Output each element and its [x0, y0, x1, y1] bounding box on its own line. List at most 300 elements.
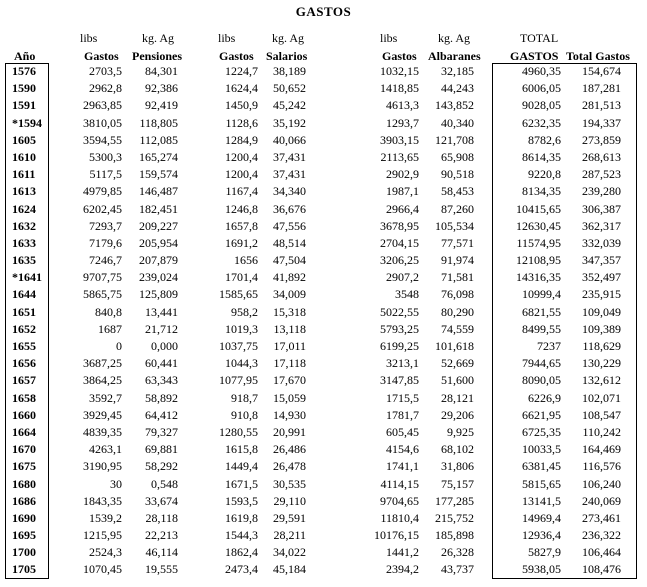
cell-year: 1651 [12, 304, 36, 319]
cell-total-kgag: 347,357 [582, 253, 621, 268]
header-kgag-1: kg. Ag [142, 31, 175, 45]
cell-gastos-albaranes: 1032,15 [380, 64, 419, 78]
cell-total-kgag: 268,613 [582, 149, 621, 164]
header-pensiones: Pensiones [132, 49, 183, 63]
cell-gastos-albaranes: 1715,5 [386, 390, 419, 405]
cell-kgag-salarios: 50,652 [273, 81, 306, 96]
cell-gastos-pensiones: 7179,6 [89, 235, 122, 250]
cell-total-kgag: 306,387 [582, 201, 621, 216]
table-row [0, 355, 647, 372]
cell-gastos-salarios: 1701,4 [225, 270, 258, 285]
cell-gastos-salarios: 1167,4 [225, 184, 258, 199]
table-row [0, 304, 647, 321]
cell-kgag-salarios: 45,184 [273, 562, 306, 577]
cell-kgag-albaranes: 105,534 [435, 218, 474, 233]
cell-kgag-albaranes: 75,157 [441, 476, 474, 491]
cell-kgag-pensiones: 58,892 [145, 390, 178, 405]
header-albaranes: Albaranes [428, 49, 481, 63]
cell-total-kgag: 281,513 [582, 98, 621, 113]
header-libs-2: libs [218, 31, 236, 45]
cell-year: 1635 [12, 253, 36, 268]
cell-kgag-albaranes: 65,908 [441, 149, 474, 164]
cell-kgag-salarios: 47,556 [273, 218, 306, 233]
cell-total-gastos: 14316,35 [516, 270, 561, 285]
cell-gastos-pensiones: 1687 [98, 321, 122, 336]
cell-total-kgag: 287,523 [582, 167, 621, 182]
table-row [0, 80, 647, 97]
cell-kgag-salarios: 34,009 [273, 287, 306, 302]
cell-total-kgag: 235,915 [582, 287, 621, 302]
cell-kgag-albaranes: 68,102 [441, 442, 474, 457]
cell-kgag-albaranes: 58,453 [441, 184, 474, 199]
cell-year: 1655 [12, 339, 36, 353]
cell-gastos-pensiones: 7293,7 [89, 218, 122, 233]
cell-gastos-albaranes: 1441,2 [386, 545, 419, 560]
cell-kgag-albaranes: 43,737 [441, 562, 474, 577]
table-row [0, 286, 647, 303]
cell-year: 1657 [12, 373, 36, 388]
cell-kgag-salarios: 26,478 [273, 459, 306, 474]
cell-gastos-albaranes: 2394,2 [386, 562, 419, 577]
cell-gastos-pensiones: 5117,5 [89, 167, 122, 182]
table-row [0, 63, 647, 80]
cell-gastos-albaranes: 2704,15 [380, 235, 419, 250]
cell-gastos-albaranes: 3903,15 [380, 132, 419, 147]
table-row [0, 527, 647, 544]
cell-gastos-salarios: 1862,4 [225, 545, 258, 560]
cell-total-gastos: 6821,55 [522, 304, 561, 319]
cell-total-gastos: 8782,6 [528, 132, 561, 147]
cell-gastos-pensiones: 1070,45 [83, 562, 122, 577]
cell-kgag-albaranes: 76,098 [441, 287, 474, 302]
cell-total-gastos: 10415,65 [516, 201, 561, 216]
table-row [0, 166, 647, 183]
cell-total-kgag: 239,280 [582, 184, 621, 199]
cell-gastos-salarios: 1585,65 [219, 287, 258, 302]
cell-gastos-salarios: 1615,8 [225, 442, 258, 457]
header-kgag-3: kg. Ag [438, 31, 471, 45]
cell-total-gastos: 4960,35 [522, 64, 561, 78]
cell-kgag-pensiones: 239,024 [139, 270, 178, 285]
cell-total-kgag: 102,071 [582, 390, 621, 405]
cell-total-kgag: 164,469 [582, 442, 621, 457]
cell-gastos-salarios: 1044,3 [225, 356, 258, 371]
cell-gastos-salarios: 1656 [234, 253, 258, 268]
cell-kgag-pensiones: 118,805 [139, 115, 178, 130]
cell-year: 1591 [12, 98, 36, 113]
cell-year: 1610 [12, 149, 36, 164]
cell-gastos-pensiones: 3592,7 [89, 390, 122, 405]
table-row [0, 235, 647, 252]
cell-kgag-albaranes: 177,285 [435, 493, 474, 508]
table-row [0, 321, 647, 338]
cell-year: *1641 [12, 270, 42, 285]
cell-gastos-pensiones: 30 [110, 476, 122, 491]
cell-kgag-pensiones: 125,809 [139, 287, 178, 302]
cell-total-gastos: 11574,95 [516, 235, 561, 250]
cell-gastos-pensiones: 9707,75 [83, 270, 122, 285]
cell-total-kgag: 154,674 [582, 64, 621, 78]
cell-total-gastos: 12630,45 [516, 218, 561, 233]
table-row [0, 510, 647, 527]
cell-total-gastos: 5938,05 [522, 562, 561, 577]
cell-year: 1611 [12, 167, 36, 182]
cell-kgag-pensiones: 22,213 [145, 528, 178, 543]
cell-kgag-salarios: 29,110 [273, 493, 306, 508]
cell-total-kgag: 187,281 [582, 81, 621, 96]
cell-year: 1675 [12, 459, 36, 474]
table-row [0, 149, 647, 166]
table-row [0, 493, 647, 510]
table-row [0, 458, 647, 475]
cell-gastos-salarios: 1671,5 [225, 476, 258, 491]
cell-gastos-albaranes: 6199,25 [380, 339, 419, 353]
cell-kgag-pensiones: 0,000 [151, 339, 178, 353]
cell-kgag-albaranes: 26,328 [441, 545, 474, 560]
cell-kgag-salarios: 28,211 [273, 528, 306, 543]
cell-total-kgag: 109,389 [582, 321, 621, 336]
cell-kgag-pensiones: 79,327 [145, 424, 178, 439]
header-gastos-total: GASTOS [510, 49, 559, 63]
cell-gastos-albaranes: 4154,6 [386, 442, 419, 457]
cell-kgag-albaranes: 91,974 [441, 253, 474, 268]
cell-gastos-salarios: 1200,4 [225, 167, 258, 182]
cell-kgag-salarios: 47,504 [273, 253, 306, 268]
cell-total-gastos: 9220,8 [528, 167, 561, 182]
cell-kgag-salarios: 34,340 [273, 184, 306, 199]
cell-kgag-salarios: 26,486 [273, 442, 306, 457]
cell-kgag-pensiones: 19,555 [145, 562, 178, 577]
cell-kgag-pensiones: 64,412 [145, 407, 178, 422]
cell-gastos-pensiones: 840,8 [95, 304, 122, 319]
cell-year: 1658 [12, 390, 36, 405]
cell-kgag-salarios: 15,059 [273, 390, 306, 405]
header-gastos-1: Gastos [84, 49, 119, 63]
cell-gastos-pensiones: 5300,3 [89, 149, 122, 164]
cell-total-gastos: 7237 [537, 339, 561, 353]
cell-year: 1652 [12, 321, 36, 336]
cell-total-gastos: 6621,95 [522, 407, 561, 422]
cell-gastos-salarios: 1280,55 [219, 424, 258, 439]
cell-total-gastos: 8090,05 [522, 373, 561, 388]
cell-total-kgag: 118,629 [582, 339, 621, 353]
cell-kgag-salarios: 30,535 [273, 476, 306, 491]
cell-kgag-albaranes: 28,121 [441, 390, 474, 405]
table-row [0, 252, 647, 269]
cell-gastos-pensiones: 3810,05 [83, 115, 122, 130]
cell-kgag-albaranes: 121,708 [435, 132, 474, 147]
cell-kgag-albaranes: 9,925 [447, 424, 474, 439]
cell-kgag-albaranes: 101,618 [435, 339, 474, 353]
cell-gastos-albaranes: 1987,1 [386, 184, 419, 199]
cell-gastos-salarios: 1284,9 [225, 132, 258, 147]
cell-kgag-albaranes: 71,581 [441, 270, 474, 285]
cell-total-kgag: 110,242 [582, 424, 621, 439]
cell-gastos-salarios: 2473,4 [225, 562, 258, 577]
cell-gastos-pensiones: 3864,25 [83, 373, 122, 388]
cell-gastos-salarios: 1624,4 [225, 81, 258, 96]
cell-kgag-albaranes: 87,260 [441, 201, 474, 216]
cell-total-kgag: 116,576 [582, 459, 621, 474]
cell-kgag-salarios: 17,670 [273, 373, 306, 388]
cell-total-kgag: 352,497 [582, 270, 621, 285]
cell-year: 1664 [12, 424, 36, 439]
cell-gastos-albaranes: 1781,7 [386, 407, 419, 422]
cell-kgag-albaranes: 215,752 [435, 510, 474, 525]
header-kgag-2: kg. Ag [272, 31, 305, 45]
table-row [0, 441, 647, 458]
table-row [0, 218, 647, 235]
cell-kgag-pensiones: 92,419 [145, 98, 178, 113]
cell-kgag-salarios: 14,930 [273, 407, 306, 422]
cell-gastos-salarios: 1657,8 [225, 218, 258, 233]
cell-gastos-albaranes: 9704,65 [380, 493, 419, 508]
cell-year: 1605 [12, 132, 36, 147]
cell-year: 1613 [12, 184, 36, 199]
table-row [0, 115, 647, 132]
cell-gastos-albaranes: 1293,7 [386, 115, 419, 130]
cell-gastos-albaranes: 3213,1 [386, 356, 419, 371]
cell-kgag-salarios: 34,022 [273, 545, 306, 560]
cell-total-gastos: 13141,5 [522, 493, 561, 508]
cell-gastos-pensiones: 3594,55 [83, 132, 122, 147]
cell-total-gastos: 9028,05 [522, 98, 561, 113]
cell-gastos-albaranes: 3147,85 [380, 373, 419, 388]
cell-kgag-pensiones: 46,114 [145, 545, 178, 560]
cell-kgag-pensiones: 182,451 [139, 201, 178, 216]
cell-gastos-albaranes: 2113,65 [380, 149, 419, 164]
cell-kgag-pensiones: 92,386 [145, 81, 178, 96]
cell-gastos-albaranes: 10176,15 [374, 528, 419, 543]
cell-total-gastos: 5827,9 [528, 545, 561, 560]
cell-gastos-pensiones: 1539,2 [89, 510, 122, 525]
cell-gastos-pensiones: 1215,95 [83, 528, 122, 543]
cell-kgag-salarios: 17,118 [273, 356, 306, 371]
cell-gastos-salarios: 1224,7 [225, 64, 258, 78]
cell-gastos-salarios: 958,2 [231, 304, 258, 319]
header-libs-1: libs [80, 31, 98, 45]
table-row [0, 372, 647, 389]
header-libs-3: libs [380, 31, 398, 45]
cell-total-kgag: 240,069 [582, 493, 621, 508]
cell-kgag-pensiones: 159,574 [139, 167, 178, 182]
cell-kgag-pensiones: 58,292 [145, 459, 178, 474]
table-title: GASTOS [295, 4, 352, 19]
cell-gastos-albaranes: 1741,1 [386, 459, 419, 474]
cell-kgag-pensiones: 146,487 [139, 184, 178, 199]
cell-kgag-salarios: 48,514 [273, 235, 306, 250]
cell-kgag-albaranes: 143,852 [435, 98, 474, 113]
cell-kgag-albaranes: 40,340 [441, 115, 474, 130]
cell-gastos-albaranes: 3678,95 [380, 218, 419, 233]
table-row [0, 424, 647, 441]
cell-total-kgag: 273,461 [582, 510, 621, 525]
cell-total-gastos: 14969,4 [522, 510, 561, 525]
cell-kgag-pensiones: 69,881 [145, 442, 178, 457]
header-gastos-2: Gastos [219, 49, 254, 63]
cell-total-kgag: 132,612 [582, 373, 621, 388]
cell-kgag-pensiones: 207,879 [139, 253, 178, 268]
header-salarios: Salarios [266, 49, 308, 63]
cell-gastos-pensiones: 2962,8 [89, 81, 122, 96]
cell-kgag-salarios: 45,242 [273, 98, 306, 113]
cell-year: 1705 [12, 562, 36, 577]
cell-kgag-pensiones: 209,227 [139, 218, 178, 233]
cell-gastos-salarios: 1246,8 [225, 201, 258, 216]
header-year: Año [14, 49, 36, 63]
cell-gastos-albaranes: 11810,4 [380, 510, 419, 525]
cell-kgag-pensiones: 28,118 [145, 510, 178, 525]
cell-gastos-salarios: 1593,5 [225, 493, 258, 508]
cell-gastos-pensiones: 0 [116, 339, 122, 353]
table-row [0, 183, 647, 200]
cell-kgag-pensiones: 0,548 [151, 476, 178, 491]
header-gastos-3: Gastos [382, 49, 417, 63]
cell-kgag-salarios: 37,431 [273, 167, 306, 182]
cell-gastos-pensiones: 4979,85 [83, 184, 122, 199]
cell-kgag-salarios: 38,189 [273, 64, 306, 78]
cell-kgag-pensiones: 84,301 [145, 64, 178, 78]
cell-kgag-albaranes: 185,898 [435, 528, 474, 543]
cell-year: 1670 [12, 442, 36, 457]
cell-total-kgag: 362,317 [582, 218, 621, 233]
cell-total-gastos: 6232,35 [522, 115, 561, 130]
cell-year: 1624 [12, 201, 36, 216]
cell-kgag-albaranes: 90,518 [441, 167, 474, 182]
cell-gastos-pensiones: 6202,45 [83, 201, 122, 216]
cell-year: 1680 [12, 476, 36, 491]
cell-total-kgag: 106,464 [582, 545, 621, 560]
cell-total-gastos: 7944,65 [522, 356, 561, 371]
table-body [0, 63, 647, 579]
cell-kgag-pensiones: 63,343 [145, 373, 178, 388]
cell-gastos-albaranes: 3206,25 [380, 253, 419, 268]
table-row [0, 97, 647, 114]
cell-kgag-pensiones: 13,441 [145, 304, 178, 319]
table-row [0, 390, 647, 407]
cell-gastos-salarios: 1619,8 [225, 510, 258, 525]
table-row [0, 561, 647, 578]
table-row [0, 476, 647, 493]
cell-gastos-pensiones: 5865,75 [83, 287, 122, 302]
cell-kgag-pensiones: 60,441 [145, 356, 178, 371]
cell-year: 1632 [12, 218, 36, 233]
cell-gastos-pensiones: 3929,45 [83, 407, 122, 422]
cell-gastos-pensiones: 2963,85 [83, 98, 122, 113]
cell-total-kgag: 109,049 [582, 304, 621, 319]
cell-gastos-salarios: 918,7 [231, 390, 258, 405]
cell-kgag-salarios: 13,118 [273, 321, 306, 336]
cell-gastos-salarios: 1691,2 [225, 235, 258, 250]
cell-kgag-pensiones: 165,274 [139, 149, 178, 164]
cell-kgag-salarios: 41,892 [273, 270, 306, 285]
cell-total-gastos: 10999,4 [522, 287, 561, 302]
cell-gastos-albaranes: 4613,3 [386, 98, 419, 113]
header-total-gastos: Total Gastos [566, 49, 630, 63]
cell-kgag-salarios: 36,676 [273, 201, 306, 216]
cell-gastos-salarios: 1544,3 [225, 528, 258, 543]
cell-total-gastos: 6226,9 [528, 390, 561, 405]
cell-year: 1695 [12, 528, 36, 543]
cell-kgag-pensiones: 112,085 [139, 132, 178, 147]
cell-gastos-salarios: 1128,6 [225, 115, 258, 130]
cell-gastos-albaranes: 5022,55 [380, 304, 419, 319]
cell-total-gastos: 6006,05 [522, 81, 561, 96]
cell-year: 1690 [12, 510, 36, 525]
table-row [0, 201, 647, 218]
cell-gastos-pensiones: 2524,3 [89, 545, 122, 560]
cell-kgag-albaranes: 77,571 [441, 235, 474, 250]
cell-year: 1686 [12, 493, 36, 508]
cell-total-gastos: 8499,55 [522, 321, 561, 336]
cell-kgag-pensiones: 21,712 [145, 321, 178, 336]
cell-total-kgag: 130,229 [582, 356, 621, 371]
cell-gastos-pensiones: 3687,25 [83, 356, 122, 371]
table-row [0, 407, 647, 424]
cell-gastos-pensiones: 7246,7 [89, 253, 122, 268]
cell-year: 1656 [12, 356, 36, 371]
cell-kgag-albaranes: 32,185 [441, 64, 474, 78]
cell-total-gastos: 8614,35 [522, 149, 561, 164]
cell-gastos-salarios: 1037,75 [219, 339, 258, 353]
cell-total-gastos: 10033,5 [522, 442, 561, 457]
cell-total-kgag: 194,337 [582, 115, 621, 130]
cell-kgag-albaranes: 44,243 [441, 81, 474, 96]
cell-gastos-pensiones: 1843,35 [83, 493, 122, 508]
cell-total-kgag: 273,859 [582, 132, 621, 147]
cell-total-gastos: 12108,95 [516, 253, 561, 268]
cell-kgag-salarios: 15,318 [273, 304, 306, 319]
cell-gastos-salarios: 910,8 [231, 407, 258, 422]
cell-gastos-albaranes: 1418,85 [380, 81, 419, 96]
cell-gastos-salarios: 1019,3 [225, 321, 258, 336]
cell-total-gastos: 6725,35 [522, 424, 561, 439]
cell-total-kgag: 106,240 [582, 476, 621, 491]
cell-gastos-albaranes: 2902,9 [386, 167, 419, 182]
cell-gastos-salarios: 1200,4 [225, 149, 258, 164]
cell-year: *1594 [12, 115, 42, 130]
cell-gastos-salarios: 1449,4 [225, 459, 258, 474]
cell-kgag-albaranes: 51,600 [441, 373, 474, 388]
cell-gastos-pensiones: 4263,1 [89, 442, 122, 457]
cell-total-kgag: 108,476 [582, 562, 621, 577]
cell-gastos-pensiones: 4839,35 [83, 424, 122, 439]
cell-kgag-salarios: 17,011 [273, 339, 306, 353]
cell-kgag-salarios: 37,431 [273, 149, 306, 164]
cell-gastos-albaranes: 2907,2 [386, 270, 419, 285]
header-total: TOTAL [520, 31, 559, 45]
cell-kgag-pensiones: 205,954 [139, 235, 178, 250]
cell-year: 1590 [12, 81, 36, 96]
cell-total-kgag: 236,322 [582, 528, 621, 543]
cell-total-gastos: 6381,45 [522, 459, 561, 474]
cell-kgag-salarios: 35,192 [273, 115, 306, 130]
cell-kgag-salarios: 40,066 [273, 132, 306, 147]
cell-year: 1633 [12, 235, 36, 250]
cell-year: 1700 [12, 545, 36, 560]
cell-total-kgag: 108,547 [582, 407, 621, 422]
cell-kgag-albaranes: 80,290 [441, 304, 474, 319]
cell-kgag-albaranes: 31,806 [441, 459, 474, 474]
cell-year: 1660 [12, 407, 36, 422]
cell-kgag-salarios: 20,991 [273, 424, 306, 439]
cell-gastos-albaranes: 5793,25 [380, 321, 419, 336]
cell-total-gastos: 8134,35 [522, 184, 561, 199]
cell-kgag-pensiones: 33,674 [145, 493, 178, 508]
cell-total-gastos: 12936,4 [522, 528, 561, 543]
cell-total-gastos: 5815,65 [522, 476, 561, 491]
cell-gastos-salarios: 1450,9 [225, 98, 258, 113]
